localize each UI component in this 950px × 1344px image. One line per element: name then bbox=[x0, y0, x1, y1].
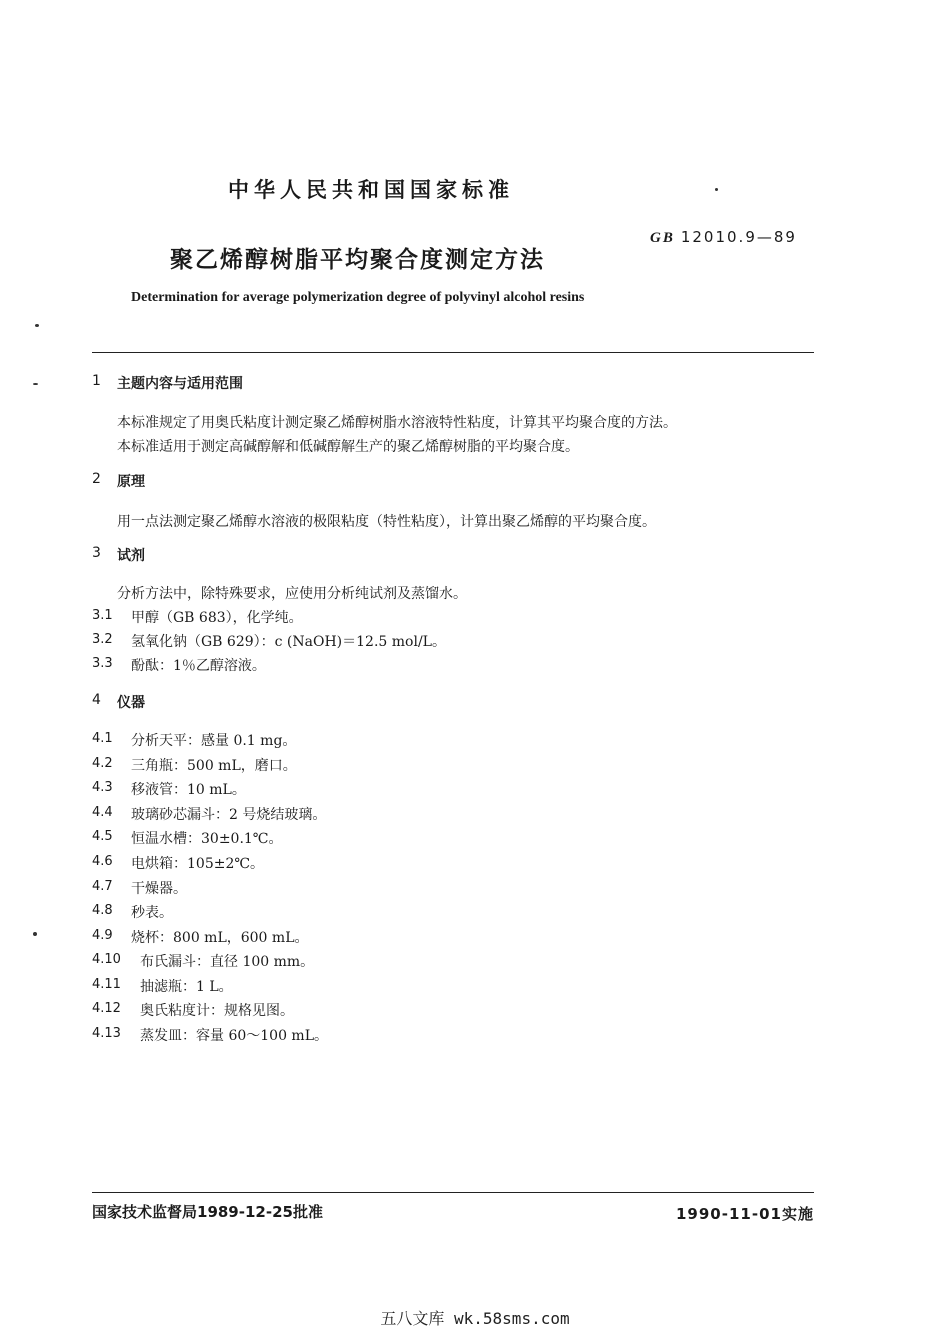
document-title-cn: 聚乙烯醇树脂平均聚合度测定方法 bbox=[170, 247, 545, 273]
item-text: 氢氧化钠（GB 629）：c (NaOH)＝12.5 mol/L。 bbox=[131, 634, 446, 650]
document-title-en: Determination for average polymerization degree of polyvinyl alcohol resins bbox=[131, 290, 585, 305]
item-number: 4.12 bbox=[92, 1001, 121, 1016]
item-text: 烧杯：800 mL，600 mL。 bbox=[131, 930, 309, 946]
header-divider bbox=[92, 352, 814, 353]
item-number: 3.2 bbox=[92, 632, 113, 647]
gb-code bbox=[650, 228, 797, 247]
item-text: 秒表。 bbox=[131, 905, 173, 921]
item-number: 4.11 bbox=[92, 977, 121, 992]
gb-prefix: GB bbox=[650, 230, 675, 246]
item-text: 分析天平：感量 0.1 mg。 bbox=[131, 733, 297, 749]
item-text: 蒸发皿：容量 60～100 mL。 bbox=[140, 1028, 329, 1044]
section-title: 仪器 bbox=[117, 695, 145, 711]
effective-date: 1990-11-01实施 bbox=[676, 1205, 814, 1223]
item-text: 三角瓶：500 mL，磨口。 bbox=[131, 758, 297, 774]
scan-speck bbox=[715, 188, 718, 191]
item-number: 4.2 bbox=[92, 756, 113, 771]
section-title: 主题内容与适用范围 bbox=[117, 376, 243, 392]
standard-heading: 中华人民共和国国家标准 bbox=[228, 178, 514, 202]
item-text: 干燥器。 bbox=[131, 881, 187, 897]
scan-speck bbox=[35, 324, 39, 327]
item-text: 布氏漏斗：直径 100 mm。 bbox=[140, 954, 315, 970]
item-number: 4.13 bbox=[92, 1026, 121, 1041]
gb-number: 12010.9—89 bbox=[680, 228, 797, 246]
section-number: 1 bbox=[92, 373, 101, 389]
section-number: 2 bbox=[92, 471, 101, 487]
item-number: 4.9 bbox=[92, 928, 113, 943]
scan-speck bbox=[33, 383, 38, 385]
section-title: 试剂 bbox=[117, 548, 145, 564]
section-title: 原理 bbox=[117, 474, 145, 490]
item-text: 抽滤瓶：1 L。 bbox=[140, 979, 233, 995]
paragraph: 分析方法中，除特殊要求，应使用分析纯试剂及蒸馏水。 bbox=[117, 586, 467, 602]
item-number: 4.8 bbox=[92, 903, 113, 918]
item-number: 4.4 bbox=[92, 805, 113, 820]
item-number: 3.1 bbox=[92, 608, 113, 623]
section-number: 4 bbox=[92, 692, 101, 708]
item-text: 酚酞：1％乙醇溶液。 bbox=[131, 658, 266, 674]
item-text: 奥氏粘度计：规格见图。 bbox=[140, 1003, 294, 1019]
paragraph: 本标准规定了用奥氏粘度计测定聚乙烯醇树脂水溶液特性粘度，计算其平均聚合度的方法。 bbox=[117, 415, 677, 431]
item-text: 玻璃砂芯漏斗：2 号烧结玻璃。 bbox=[131, 807, 327, 823]
item-number: 4.7 bbox=[92, 879, 113, 894]
section-number: 3 bbox=[92, 545, 101, 561]
approval-date: 国家技术监督局1989-12-25批准 bbox=[92, 1203, 323, 1221]
watermark: 五八文库 wk.58sms.com bbox=[380, 1309, 570, 1328]
item-text: 恒温水槽：30±0.1℃。 bbox=[131, 831, 283, 847]
item-number: 4.3 bbox=[92, 780, 113, 795]
item-text: 甲醇（GB 683），化学纯。 bbox=[131, 610, 303, 626]
item-number: 4.5 bbox=[92, 829, 113, 844]
footer-divider bbox=[92, 1192, 814, 1193]
item-number: 4.1 bbox=[92, 731, 113, 746]
scan-speck bbox=[33, 932, 37, 936]
paragraph: 用一点法测定聚乙烯醇水溶液的极限粘度（特性粘度），计算出聚乙烯醇的平均聚合度。 bbox=[117, 514, 656, 530]
item-text: 移液管：10 mL。 bbox=[131, 782, 246, 798]
item-number: 4.6 bbox=[92, 854, 113, 869]
paragraph: 本标准适用于测定高碱醇解和低碱醇解生产的聚乙烯醇树脂的平均聚合度。 bbox=[117, 439, 579, 455]
item-text: 电烘箱：105±2℃。 bbox=[131, 856, 265, 872]
item-number: 3.3 bbox=[92, 656, 113, 671]
item-number: 4.10 bbox=[92, 952, 121, 967]
